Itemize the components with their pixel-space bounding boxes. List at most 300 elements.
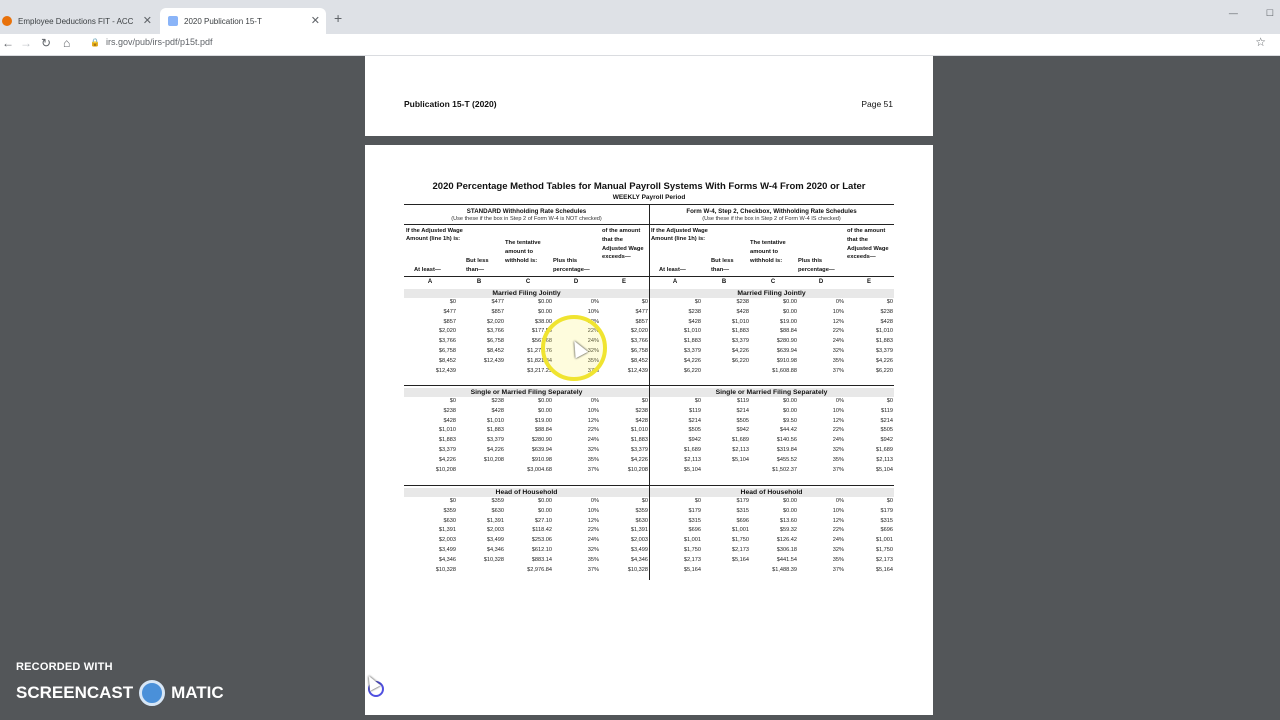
table-cell: $1,010 (438, 427, 456, 434)
browser-toolbar (0, 34, 1280, 56)
table-cell: 0% (590, 398, 599, 404)
pdf-page (365, 145, 933, 715)
table-cell: $1,883 (630, 437, 648, 444)
scrollbar[interactable] (1266, 56, 1280, 720)
rule (404, 385, 649, 386)
table-cell: 22% (587, 527, 599, 534)
table-cell: $428 (443, 417, 456, 424)
table-cell: $942 (688, 437, 701, 444)
pdf-favicon-icon (168, 16, 178, 26)
table-cell: $13.60 (779, 517, 797, 524)
table-cell: 37% (587, 466, 599, 473)
table-cell: $280.90 (531, 437, 552, 444)
table-cell: $280.90 (776, 338, 797, 345)
home-icon[interactable]: ⌂ (63, 36, 71, 50)
brand-right: MATIC (171, 683, 224, 702)
table-row (404, 537, 649, 547)
table-cell: $3,379 (486, 437, 504, 444)
table-cell: $428 (736, 308, 749, 315)
table-cell: $0 (694, 398, 701, 404)
header-tentative: The tentative amount to withhold is: (505, 240, 541, 264)
header-at-least: At least— (659, 267, 686, 273)
table-row (649, 457, 894, 467)
table-cell: $942 (736, 427, 749, 434)
header-tentative: The tentative amount to withhold is: (750, 240, 786, 264)
table-row (649, 467, 894, 477)
table-cell: $315 (736, 507, 749, 514)
table-cell: 24% (832, 537, 844, 544)
table-row (649, 537, 894, 547)
table-cell: 10% (832, 407, 844, 414)
table-cell: $0 (641, 498, 648, 504)
table-cell: $0.00 (538, 507, 552, 514)
header-adjusted-wage: If the Adjusted Wage (651, 228, 708, 234)
table-cell: $505 (688, 427, 701, 434)
column-letter: E (866, 279, 871, 285)
section-heading: Head of Household (404, 488, 649, 497)
table-cell: $359 (443, 507, 456, 514)
table-cell: $857 (443, 318, 456, 325)
table-cell: $477 (443, 308, 456, 315)
table-cell: $428 (880, 318, 893, 325)
table-cell: $8,452 (438, 357, 456, 364)
table-cell: 10% (587, 507, 599, 514)
table-cell: $12,439 (483, 357, 504, 364)
table-cell: $315 (688, 517, 701, 524)
table-cell: $696 (688, 527, 701, 534)
table-cell: $3,499 (486, 537, 504, 544)
table-cell: $10,328 (435, 566, 456, 573)
table-cell: $1,001 (731, 527, 749, 534)
table-row (649, 368, 894, 378)
table-cell: $12,439 (627, 367, 648, 374)
table-cell: $1,391 (438, 527, 456, 534)
section-heading: Single or Married Filing Separately (649, 388, 894, 397)
table-row (404, 348, 649, 358)
table-row (649, 518, 894, 528)
recorded-with-label: RECORDED WITH (16, 661, 113, 673)
table-cell: $561.68 (531, 338, 552, 345)
table-cell: $3,379 (438, 447, 456, 453)
table-cell: $0 (449, 299, 456, 305)
tab-title: Employee Deductions FIT - ACC (18, 16, 134, 26)
column-divider (649, 204, 650, 580)
minimize-icon[interactable]: — (1228, 8, 1238, 18)
table-cell: $214 (736, 407, 749, 414)
table-cell: $942 (880, 437, 893, 444)
table-cell: 12% (587, 318, 599, 325)
table-cell: $3,766 (438, 338, 456, 345)
table-cell: 10% (832, 507, 844, 514)
table-cell: $505 (736, 417, 749, 424)
screencast-logo (16, 680, 224, 706)
lock-icon: 🔒 (90, 37, 100, 47)
table-row (649, 447, 894, 457)
header-plus: Plus this percentage— (553, 258, 590, 273)
table-cell: $1,391 (630, 527, 648, 534)
table-row (649, 508, 894, 518)
table-cell: $1,010 (731, 318, 749, 325)
rule (404, 204, 649, 205)
table-cell: $2,020 (486, 318, 504, 325)
table-cell: 10% (587, 308, 599, 315)
table-cell: $1,750 (875, 547, 893, 553)
table-cell: $696 (736, 517, 749, 524)
table-cell: $1,010 (630, 427, 648, 434)
column-letter: D (573, 279, 579, 285)
table-cell: $630 (443, 517, 456, 524)
table-cell: $3,766 (486, 328, 504, 335)
table-cell: 22% (832, 328, 844, 335)
table-cell: $2,113 (684, 456, 701, 463)
table-cell: $10,208 (435, 466, 456, 473)
header-adjusted-wage: If the Adjusted Wage (406, 228, 463, 234)
table-cell: $910.98 (531, 456, 552, 463)
table-row (404, 338, 649, 348)
table-row (649, 567, 894, 577)
address-bar[interactable] (90, 37, 213, 47)
table-cell: $359 (635, 507, 648, 514)
table-row (404, 527, 649, 537)
table-cell: $8,452 (486, 348, 504, 354)
schedule-note: (Use these if the box in Step 2 of Form W-4 IS checked) (702, 216, 841, 222)
table-cell: $238 (491, 398, 504, 404)
table-row (404, 299, 649, 309)
window-controls (1229, 8, 1274, 19)
table-cell: $5,164 (875, 566, 893, 573)
table-cell: $1,689 (683, 447, 701, 453)
back-icon[interactable]: ← (2, 36, 14, 50)
table-cell: $5,104 (731, 456, 749, 463)
table-cell: $2,173 (731, 547, 749, 553)
table-cell: $3,379 (875, 348, 893, 354)
table-cell: $1,689 (875, 447, 893, 453)
table-cell: $19.00 (534, 417, 552, 424)
table-cell: $315 (880, 517, 893, 524)
table-cell: 0% (835, 299, 844, 305)
table-cell: $1,883 (486, 427, 504, 434)
table-cell: 0% (835, 398, 844, 404)
table-cell: $2,003 (438, 537, 456, 544)
table-cell: 37% (587, 367, 599, 374)
table-cell: $6,220 (731, 357, 749, 364)
rule (649, 276, 894, 277)
table-cell: $0 (449, 498, 456, 504)
table-row (649, 437, 894, 447)
rule (404, 224, 649, 225)
url-text: irs.gov/pub/irs-pdf/p15t.pdf (105, 37, 213, 47)
table-row (404, 358, 649, 368)
bookmark-star-icon[interactable]: ☆ (1255, 35, 1266, 49)
rule (649, 385, 894, 386)
table-cell: $0 (694, 299, 701, 305)
table-row (404, 547, 649, 557)
table-cell: $4,226 (486, 447, 504, 453)
table-cell: $5,104 (683, 466, 701, 473)
table-cell: 22% (832, 427, 844, 434)
table-cell: $238 (443, 407, 456, 414)
table-cell: $0.00 (538, 299, 552, 305)
record-dot-icon (139, 680, 165, 706)
table-row (649, 498, 894, 508)
close-icon[interactable]: ✕ (310, 15, 320, 27)
table-cell: $1,750 (683, 547, 701, 553)
page-title: 2020 Percentage Method Tables for Manual Payroll Systems With Forms W-4 From 2020 or Later (432, 181, 866, 192)
table-cell: 35% (587, 456, 599, 463)
table-cell: $1,010 (875, 328, 893, 335)
table-cell: $306.18 (776, 547, 797, 553)
table-cell: $2,020 (438, 328, 456, 335)
section-heading: Married Filing Jointly (404, 289, 649, 298)
table-cell: 37% (587, 566, 599, 573)
table-cell: $0.00 (783, 398, 797, 404)
table-row (404, 418, 649, 428)
table-cell: $428 (491, 407, 504, 414)
page-header: Publication 15-T (2020) (404, 99, 497, 109)
table-cell: $44.42 (779, 427, 797, 434)
table-cell: 37% (832, 367, 844, 374)
table-cell: $214 (688, 417, 701, 424)
table-cell: $1,821.84 (527, 357, 552, 364)
table-cell: $477 (635, 308, 648, 315)
header-but-less: But less than— (711, 258, 734, 273)
table-row (649, 427, 894, 437)
forward-icon[interactable]: → (20, 36, 32, 50)
table-cell: $505 (880, 427, 893, 434)
column-letter: D (818, 279, 824, 285)
table-cell: $38.00 (534, 318, 552, 325)
table-cell: $477 (491, 299, 504, 305)
table-cell: $6,758 (438, 348, 456, 354)
table-row (404, 518, 649, 528)
table-cell: $883.14 (531, 556, 552, 563)
table-cell: $1,750 (731, 537, 749, 544)
table-cell: $238 (736, 299, 749, 305)
section-heading: Head of Household (649, 488, 894, 497)
site-favicon-icon (2, 16, 12, 26)
table-cell: $428 (688, 318, 701, 325)
page-subtitle: WEEKLY Payroll Period (612, 194, 686, 201)
table-cell: $12,439 (435, 367, 456, 374)
table-cell: $857 (635, 318, 648, 325)
table-cell: $2,020 (630, 328, 648, 335)
table-cell: $910.98 (776, 357, 797, 364)
maximize-icon[interactable]: ☐ (1265, 8, 1274, 18)
table-cell: $1,502.37 (772, 466, 797, 473)
table-cell: $1,883 (731, 328, 749, 335)
checkbox-schedules (649, 204, 894, 580)
table-row (404, 427, 649, 437)
table-row (404, 498, 649, 508)
table-cell: $319.84 (776, 447, 797, 453)
table-cell: 24% (832, 338, 844, 345)
table-cell: $4,346 (630, 556, 648, 563)
table-cell: $4,226 (731, 348, 749, 354)
table-cell: $3,379 (731, 338, 749, 345)
table-cell: $6,220 (875, 367, 893, 374)
table-row (404, 408, 649, 418)
table-cell: $428 (635, 417, 648, 424)
table-row (404, 319, 649, 329)
table-row (404, 447, 649, 457)
table-cell: 37% (832, 566, 844, 573)
table-cell: 35% (587, 357, 599, 364)
table-cell: $5,164 (683, 566, 701, 573)
section-heading: Married Filing Jointly (649, 289, 894, 298)
table-cell: $8,452 (630, 357, 648, 364)
table-cell: $1,391 (486, 517, 504, 524)
table-cell: 22% (587, 328, 599, 335)
table-cell: 35% (832, 456, 844, 463)
rule (649, 485, 894, 486)
table-cell: $238 (688, 308, 701, 315)
header-but-less: But less than— (466, 258, 489, 273)
table-cell: 0% (835, 498, 844, 504)
table-cell: $2,113 (732, 447, 749, 453)
table-cell: 32% (587, 348, 599, 354)
table-row (649, 398, 894, 408)
table-cell: 37% (832, 466, 844, 473)
header-adjusted-wage-line: Amount (line 1h) is: (406, 236, 461, 242)
table-cell: $612.10 (531, 547, 552, 553)
table-cell: $119 (688, 407, 701, 414)
table-cell: $179 (688, 507, 701, 514)
close-icon[interactable]: ✕ (142, 15, 152, 27)
schedule-note: (Use these if the box in Step 2 of Form W-4 is NOT checked) (451, 216, 602, 222)
table-cell: $119 (880, 407, 893, 414)
table-row (404, 309, 649, 319)
table-cell: $119 (736, 398, 749, 404)
table-cell: $696 (880, 527, 893, 534)
table-row (404, 467, 649, 477)
table-row (404, 557, 649, 567)
table-cell: $88.84 (534, 427, 552, 434)
header-plus: Plus this percentage— (798, 258, 835, 273)
table-cell: 35% (587, 556, 599, 563)
table-cell: 12% (832, 318, 844, 325)
table-row (649, 527, 894, 537)
standard-schedules (404, 204, 649, 580)
table-cell: $179 (880, 507, 893, 514)
table-cell: $253.06 (531, 537, 552, 544)
table-cell: $6,758 (630, 348, 648, 354)
table-cell: $3,004.68 (527, 466, 552, 473)
table-row (649, 547, 894, 557)
pdf-page (365, 56, 933, 136)
table-cell: $0.00 (783, 308, 797, 315)
table-cell: $0 (886, 398, 893, 404)
table-cell: 10% (832, 308, 844, 315)
table-cell: $4,226 (630, 456, 648, 463)
table-cell: $3,499 (438, 547, 456, 553)
table-cell: $359 (491, 498, 504, 504)
tab-publication-15t[interactable] (160, 8, 326, 34)
table-cell: $19.00 (779, 318, 797, 325)
table-cell: $6,220 (683, 367, 701, 374)
table-cell: $10,328 (483, 556, 504, 563)
table-cell: 24% (587, 437, 599, 444)
header-adjusted-wage-line: Amount (line 1h) is: (651, 236, 706, 242)
table-cell: $639.94 (531, 447, 552, 453)
rule (404, 485, 649, 486)
table-cell: $2,113 (876, 456, 893, 463)
column-letter: B (476, 279, 482, 285)
table-cell: $630 (635, 517, 648, 524)
reload-icon[interactable]: ↻ (41, 36, 52, 50)
table-row (404, 567, 649, 577)
table-cell: 35% (832, 556, 844, 563)
table-cell: $1,608.88 (772, 367, 797, 374)
column-letter: C (525, 279, 531, 285)
table-cell: $0 (886, 299, 893, 305)
table-cell: $3,499 (630, 547, 648, 553)
table-cell: $88.84 (779, 328, 797, 335)
new-tab-icon[interactable]: + (334, 10, 343, 26)
header-at-least: At least— (414, 267, 441, 273)
table-cell: $1,010 (683, 328, 701, 335)
table-cell: $0 (641, 299, 648, 305)
table-cell: $639.94 (776, 348, 797, 354)
table-cell: $10,208 (627, 466, 648, 473)
table-cell: 24% (587, 338, 599, 345)
table-cell: $4,226 (875, 357, 893, 364)
table-cell: $630 (491, 507, 504, 514)
table-cell: 10% (587, 407, 599, 414)
schedule-title: STANDARD Withholding Rate Schedules (466, 208, 587, 215)
table-row (649, 299, 894, 309)
table-cell: 22% (587, 427, 599, 434)
table-cell: $1,001 (875, 537, 893, 544)
table-cell: $214 (880, 417, 893, 424)
table-cell: $1,488.39 (772, 566, 797, 573)
page-number: Page 51 (861, 99, 893, 109)
table-cell: $179 (736, 498, 749, 504)
table-row (649, 358, 894, 368)
table-cell: 12% (587, 417, 599, 424)
table-row (649, 309, 894, 319)
table-cell: $238 (880, 308, 893, 315)
table-cell: $2,173 (875, 556, 893, 563)
table-cell: $1,689 (731, 437, 749, 444)
table-cell: $2,003 (486, 527, 504, 534)
column-letter: A (427, 279, 433, 285)
table-cell: $9.50 (783, 417, 797, 424)
tab-bar (0, 0, 1280, 34)
section-heading: Single or Married Filing Separately (404, 388, 649, 397)
table-cell: $140.56 (776, 437, 797, 444)
table-cell: $0.00 (538, 498, 552, 504)
table-cell: 32% (832, 547, 844, 553)
table-row (649, 418, 894, 428)
table-cell: $10,208 (483, 456, 504, 463)
table-row (404, 368, 649, 378)
table-cell: $0.00 (538, 308, 552, 315)
table-row (649, 408, 894, 418)
brand-left: SCREENCAST (16, 683, 134, 702)
table-cell: 32% (587, 447, 599, 453)
table-cell: $455.52 (776, 456, 797, 463)
table-cell: $238 (635, 407, 648, 414)
rule (649, 204, 894, 205)
table-cell: $3,379 (630, 447, 648, 453)
table-cell: 35% (832, 357, 844, 364)
table-cell: 12% (587, 517, 599, 524)
table-cell: 32% (832, 447, 844, 453)
table-cell: 24% (587, 537, 599, 544)
tab-employee-deductions[interactable] (0, 8, 158, 34)
table-cell: $0 (449, 398, 456, 404)
table-row (649, 319, 894, 329)
